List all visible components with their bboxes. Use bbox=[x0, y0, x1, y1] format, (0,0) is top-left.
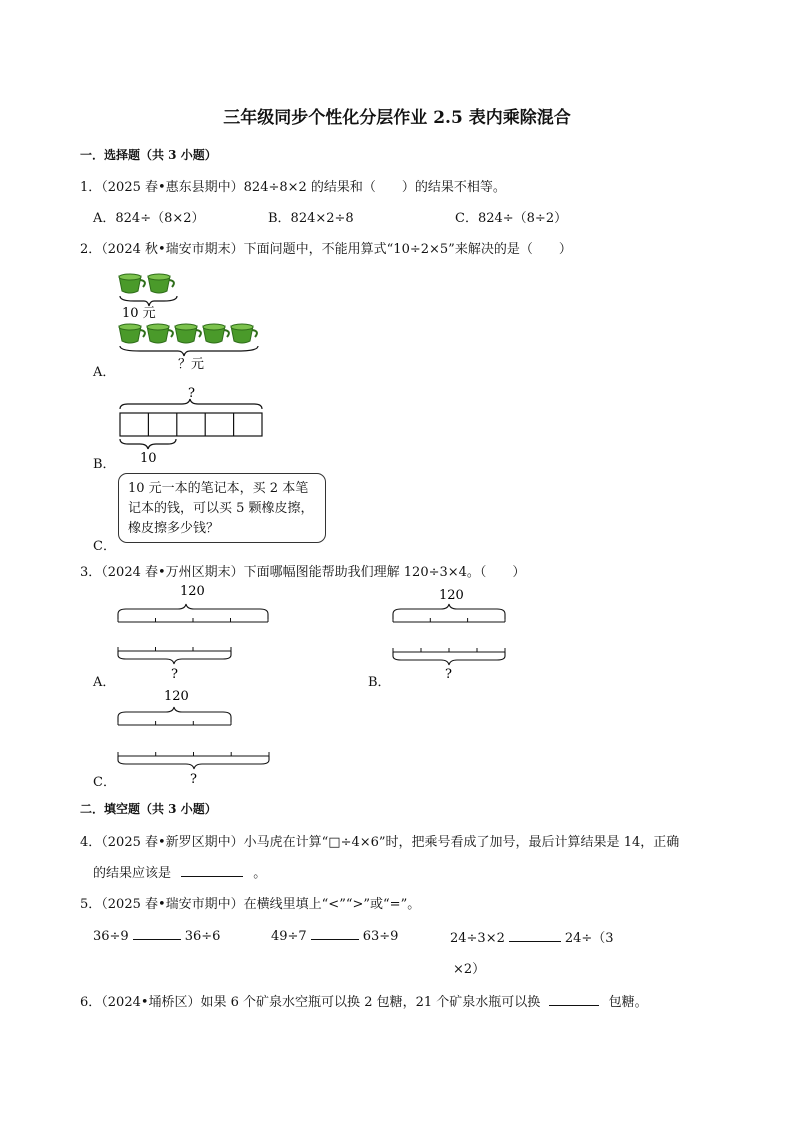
q3-option-b-diagram bbox=[387, 585, 512, 681]
q2-option-a-cups-figure bbox=[110, 266, 270, 376]
question-1-stem: 1．（2025 春•惠东县期中）824÷8×2 的结果和（ ）的结果不相等。 bbox=[80, 180, 506, 195]
cup-icon bbox=[231, 324, 257, 343]
answer-blank[interactable] bbox=[311, 927, 359, 940]
question-1-option-b[interactable]: B．824×2÷8 bbox=[268, 211, 354, 226]
q2-b-bottom-label: 10 bbox=[140, 451, 157, 466]
section-heading-choice: 一．选择题（共 3 小题） bbox=[80, 148, 217, 162]
question-6-end: 包糖。 bbox=[608, 995, 648, 1010]
cup-icon bbox=[119, 324, 145, 343]
question-2-option-c[interactable]: C． bbox=[93, 539, 116, 554]
cup-icon bbox=[175, 324, 201, 343]
question-4-end: 。 bbox=[253, 866, 267, 881]
q3-option-c-diagram bbox=[112, 686, 277, 786]
answer-blank[interactable] bbox=[549, 993, 599, 1006]
question-2-option-b[interactable]: B． bbox=[93, 457, 116, 472]
question-5-item-3-wrap: ×2） bbox=[453, 962, 486, 977]
question-5-item-3: 24÷3×2 24÷（3 bbox=[450, 931, 614, 946]
q2-a-top-label: 10 元 bbox=[122, 306, 156, 321]
question-5-item-2: 49÷7 63÷9 bbox=[271, 929, 399, 944]
q3-c-question-mark: ? bbox=[190, 772, 197, 786]
question-5-item-1: 36÷9 36÷6 bbox=[93, 929, 221, 944]
question-1-option-a[interactable]: A．824÷（8×2） bbox=[93, 211, 205, 226]
page-title: 三年级同步个性化分层作业 2.5 表内乘除混合 bbox=[223, 108, 571, 128]
question-6 bbox=[80, 991, 648, 1010]
answer-blank[interactable] bbox=[509, 929, 561, 942]
question-4-text: 的结果应该是 bbox=[93, 866, 172, 881]
question-2-stem: 2．（2024 秋•瑞安市期末）下面问题中，不能用算式“10÷2×5”来解决的是（ ） bbox=[80, 242, 572, 257]
q2-option-b-bar-figure bbox=[110, 383, 275, 468]
cup-icon bbox=[147, 324, 173, 343]
question-3-option-a[interactable]: A． bbox=[93, 675, 116, 690]
q3-option-a-diagram bbox=[112, 581, 277, 681]
question-3-option-c[interactable]: C． bbox=[93, 775, 116, 790]
question-4-line-2 bbox=[93, 862, 266, 881]
question-4-line-1: 4．（2025 春•新罗区期中）小马虎在计算“□÷4×6”时，把乘号看成了加号，最后计算结果是 14，正确 bbox=[80, 835, 680, 850]
question-2-option-a[interactable]: A． bbox=[93, 365, 116, 380]
section-heading-fill: 二．填空题（共 3 小题） bbox=[80, 802, 217, 816]
answer-blank[interactable] bbox=[181, 864, 243, 877]
q3-a-question-mark: ? bbox=[171, 667, 178, 681]
q2-b-top-label: ? bbox=[188, 386, 195, 401]
question-5-stem: 5．（2025 春•瑞安市期中）在横线里填上“<”“>”或“=”。 bbox=[80, 897, 421, 912]
question-3-option-b[interactable]: B． bbox=[368, 675, 391, 690]
q3-b-question-mark: ? bbox=[445, 667, 452, 681]
q3-b-top-value: 120 bbox=[439, 588, 464, 603]
q3-a-top-value: 120 bbox=[180, 584, 205, 599]
cup-icon bbox=[203, 324, 229, 343]
q3-c-top-value: 120 bbox=[164, 689, 189, 704]
q2-option-c-text-box: 10 元一本的笔记本，买 2 本笔记本的钱，可以买 5 颗橡皮擦，橡皮擦多少钱？ bbox=[118, 473, 326, 543]
q2-a-bottom-label: ？元 bbox=[178, 357, 205, 372]
question-3-stem: 3．（2024 春•万州区期末）下面哪幅图能帮助我们理解 120÷3×4。（ ） bbox=[80, 565, 526, 580]
answer-blank[interactable] bbox=[133, 927, 181, 940]
cup-icon bbox=[148, 274, 174, 293]
question-1-option-c[interactable]: C．824÷（8÷2） bbox=[455, 211, 568, 226]
cup-icon bbox=[119, 274, 145, 293]
question-6-text: 6．（2024•埇桥区）如果 6 个矿泉水空瓶可以换 2 包糖，21 个矿泉水瓶可以换 bbox=[80, 995, 541, 1010]
